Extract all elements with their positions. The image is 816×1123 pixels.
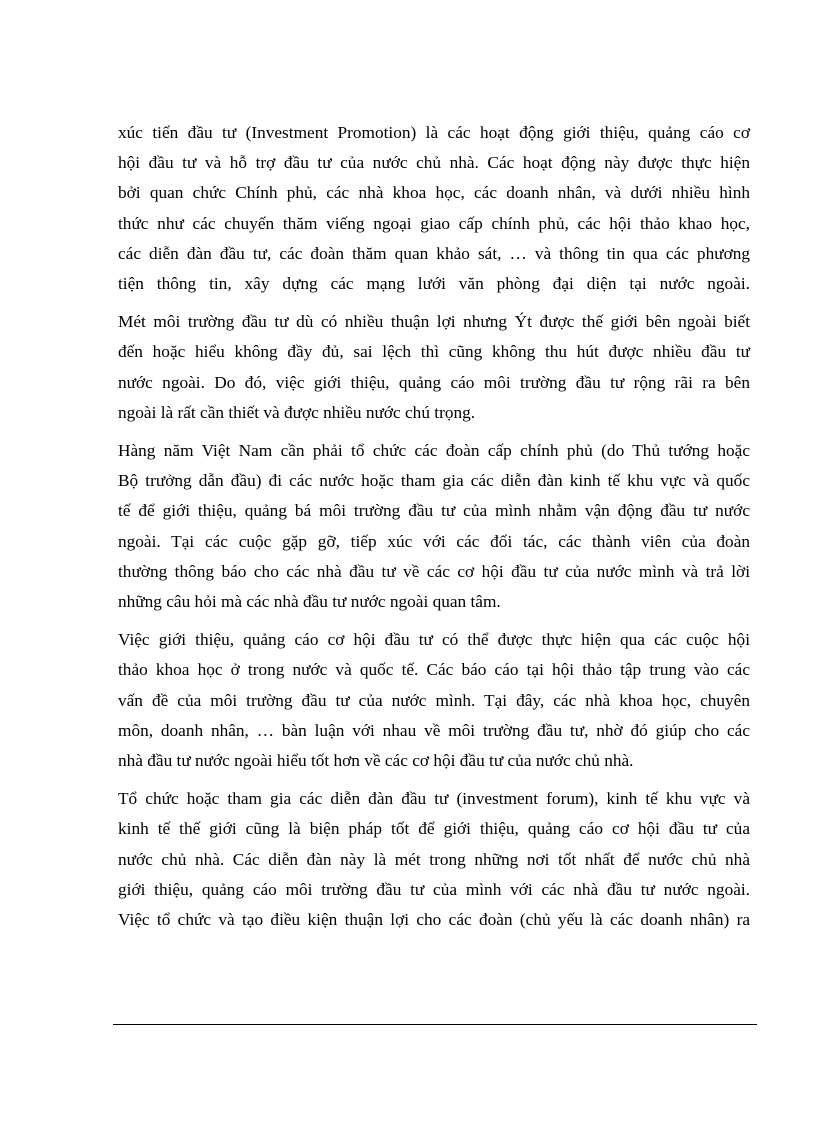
text-line: thức như các chuyến thăm viếng ngoại giao cấp chính phủ, các hội thảo khao học, (118, 213, 750, 233)
text-line: nước chủ nhà. Các diễn đàn này là mét trong những nơi tốt nhất để nước chủ nhà (118, 849, 750, 869)
text-line: xúc tiến đầu tư (Investment Promotion) là các hoạt động giới thiệu, quảng cáo cơ (118, 123, 750, 142)
text-line: thường thông báo cho các nhà đầu tư về các cơ hội đầu tư của nước mình và trả lời (118, 561, 750, 581)
paragraph-4 (118, 625, 750, 776)
text-line: Việc tổ chức và tạo điều kiện thuận lợi cho các đoàn (chủ yếu là các doanh nhân) ra (118, 910, 750, 930)
text-line: ngoài. Tại các cuộc gặp gỡ, tiếp xúc với các đối tác, các thành viên của đoàn (118, 531, 750, 551)
paragraph-1 (118, 118, 750, 299)
text-line: tế để giới thiệu, quảng bá môi trường đầu tư của mình nhằm vận động đầu tư nước (118, 501, 750, 521)
text-line: thảo khoa học ở trong nước và quốc tế. Các báo cáo tại hội thảo tập trung vào các (118, 660, 750, 680)
body-text (118, 118, 750, 943)
text-line: giới thiệu, quảng cáo môi trường đầu tư của mình với các nhà đầu tư nước ngoài. (118, 879, 750, 899)
text-line: Mét môi trường đầu tư dù có nhiều thuận lợi nhưng Ýt được thế giới bên ngoài biết (118, 312, 750, 332)
text-line: Bộ trưởng dẫn đầu) đi các nước hoặc tham gia các diễn đàn kinh tế khu vực và quốc (118, 471, 750, 491)
text-line: ngoài là rất cần thiết và được nhiều nước chú trọng. (118, 402, 476, 422)
paragraph-5 (118, 784, 750, 935)
footer-divider (113, 1024, 757, 1025)
paragraph-3 (118, 436, 750, 617)
text-line: nước ngoài. Do đó, việc giới thiệu, quảng cáo môi trường đầu tư rộng rãi ra bên (118, 372, 750, 392)
text-line: Việc giới thiệu, quảng cáo cơ hội đầu tư có thể được thực hiện qua các cuộc hội (118, 630, 750, 650)
paragraph-2 (118, 307, 750, 428)
text-line: Tổ chức hoặc tham gia các diễn đàn đầu tư (investment forum), kinh tế khu vực và (118, 789, 750, 809)
text-line: những câu hỏi mà các nhà đầu tư nước ngoài quan tâm. (118, 592, 501, 612)
text-line: đến hoặc hiểu không đầy đủ, sai lệch thì cũng không thu hút được nhiều đầu tư (118, 342, 750, 362)
text-line: các diễn đàn đầu tư, các đoàn thăm quan khảo sát, … và thông tin qua các phương (118, 243, 750, 263)
text-line: bởi quan chức Chính phủ, các nhà khoa học, các doanh nhân, và dưới nhiều hình (118, 183, 750, 203)
text-line: hội đầu tư và hỗ trợ đầu tư của nước chủ nhà. Các hoạt động này được thực hiện (118, 153, 750, 173)
text-line: vấn đề của môi trường đầu tư của nước mình. Tại đây, các nhà khoa học, chuyên (118, 690, 750, 710)
text-line: tiện thông tin, xây dựng các mạng lưới văn phòng đại diện tại nước ngoài. (118, 274, 750, 294)
text-line: môn, doanh nhân, … bàn luận với nhau về môi trường đầu tư, nhờ đó giúp cho các (118, 720, 750, 740)
text-line: Hàng năm Việt Nam cần phải tổ chức các đoàn cấp chính phủ (do Thủ tướng hoặc (118, 441, 750, 461)
text-line: kinh tế thế giới cũng là biện pháp tốt để giới thiệu, quảng cáo cơ hội đầu tư của (118, 819, 750, 839)
text-line: nhà đầu tư nước ngoài hiểu tốt hơn về các cơ hội đầu tư của nước chủ nhà. (118, 751, 634, 771)
